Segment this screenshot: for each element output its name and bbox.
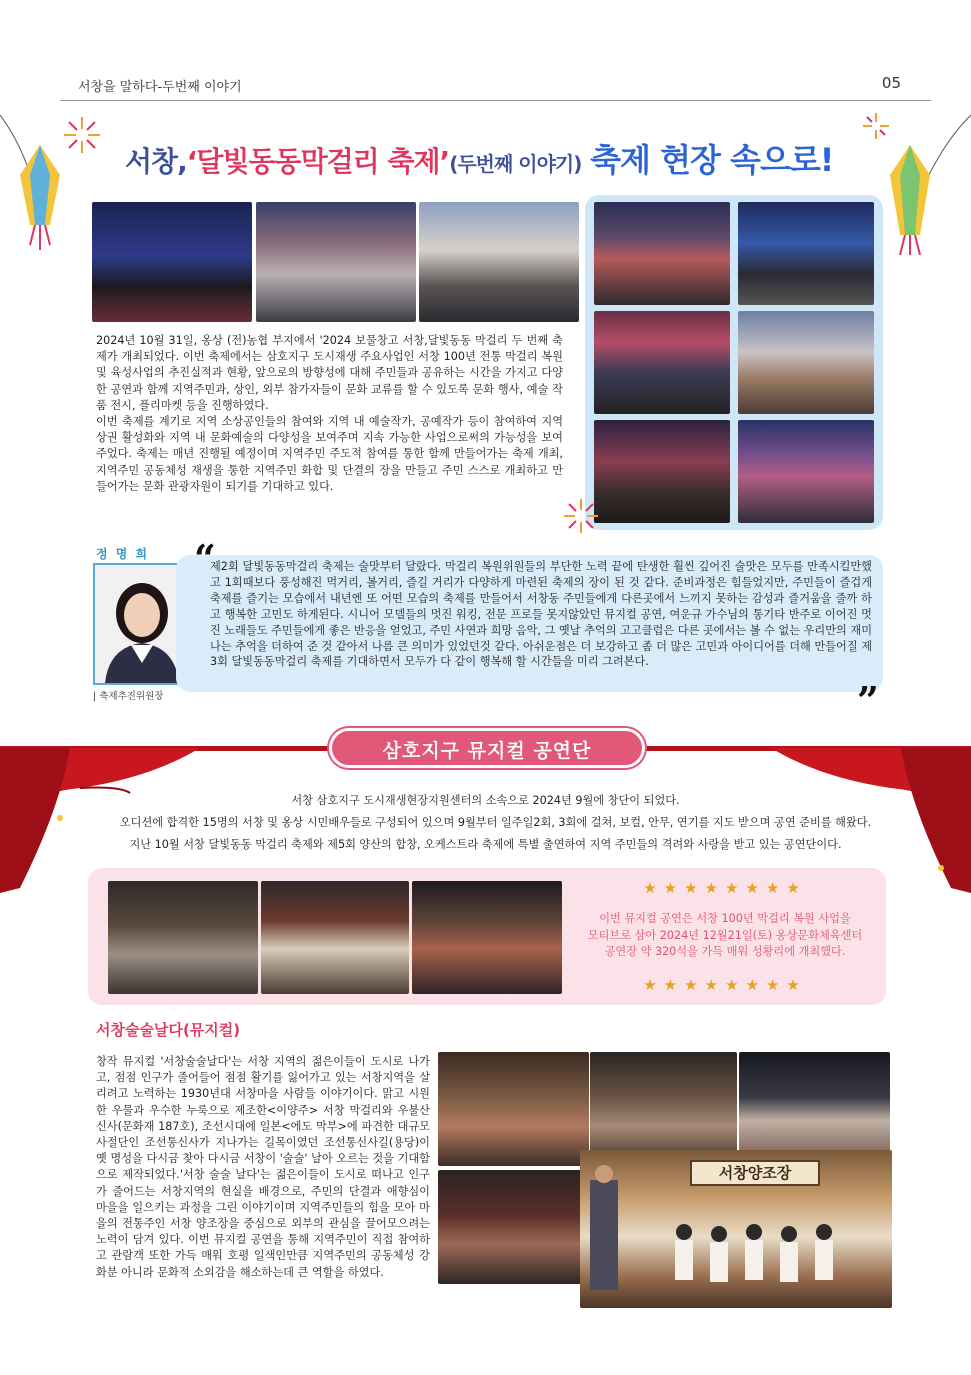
sparkle-icon	[62, 115, 102, 155]
festival-photo-band	[594, 420, 730, 523]
section-heading: 삼호지구 뮤지컬 공연단	[382, 740, 592, 762]
musical-title: 서창술술날다(뮤지컬)	[96, 1021, 241, 1039]
troupe-intro-line-3: 지난 10월 서창 달빛동동 막걸리 축제와 제5회 양산의 합창, 오케스트라 축제에 특별 출연하여 지역 주민들의 격려와 사랑을 받고 있는 공연단이다.	[129, 838, 842, 851]
festival-paragraph-2: 이번 축제를 계기로 지역 소상공인들의 참여와 지역 내 예술작가, 공예작가 등이 참여하여 지역 상권 활성화와 지역 내 문화예술의 다양성을 보여주며 지속 가능한 사업으로써의 가능성을 보여주었다. 축제는 매년 진행될 예정이며 지역주민 주도적 참여를 통한 함께 만들어가는 축제 개최, 지역주민 공동체성 재생을 통한 지역주민 화합 및 단결의 장을 만들고 주민 스스로 개최하고 만들어가는 문화 관광자원이 되기를 기대하고 있다.	[96, 415, 563, 493]
festival-paragraph-1: 2024년 10월 31일, 옹상 (전)농협 부지에서 '2024 보물창고 서창,달빛동동 막걸리 두 번째 축제가 개최되었다. 이번 축제에서는 삼호지구 도시재생 주요사업인 서창 100년 전통 막걸리 복원 및 육성사업의 추진실적과 현황, 앞으로의 방향성에 대해 주민들과 공유하는 시간을 가지고 다양한 공연과 함께 지역주민과, 상인, 외부 참가자들이 문화 교류를 할 수 있도록 문화 행사, 예술 작품 전시, 플리마켓 등을 진행하였다.	[96, 334, 563, 412]
festival-photo-performance	[594, 311, 730, 414]
troupe-intro-line-2: 오디션에 합격한 15명의 서창 및 옹상 시민배우들로 구성되어 있으며 9월부터 일주일2회, 3회에 걸쳐, 보컬, 안무, 연기를 지도 받으며 공연 준비를 해왔다.	[119, 816, 872, 829]
page-title	[125, 135, 833, 181]
header-section-label: 서창을 말하다-두번째 이야기	[78, 80, 242, 95]
musical-photo-brewery-stage	[580, 1150, 892, 1308]
festival-photo-crowd	[256, 202, 416, 322]
interviewee-name: 정 명 희	[96, 547, 150, 561]
musical-photo-1	[438, 1052, 589, 1166]
festival-article	[96, 333, 563, 495]
page-number: 05	[881, 74, 901, 92]
troupe-photo-1	[108, 881, 258, 994]
musical-photo-4	[438, 1170, 589, 1284]
festival-photo-screen	[738, 202, 874, 305]
sparkle-icon	[562, 497, 600, 535]
brewery-sign: 서창양조장	[690, 1160, 820, 1186]
open-quote-icon: “	[194, 536, 216, 581]
troupe-photo-2	[261, 881, 409, 994]
title-part-3: (두번째 이야기)	[449, 152, 582, 176]
performance-summary	[570, 911, 880, 961]
troupe-photo-3	[412, 881, 562, 994]
stars-bottom-decoration: ★★★★★★★★	[643, 976, 807, 994]
interview-quote: 제2회 달빛동동막걸리 축제는 술맛부터 달랐다. 막걸리 복원위원들의 부단한 노력 끝에 탄생한 훨씬 깊어진 술맛은 모두를 만족시킬만했고 1회때보다 풍성해진 먹거리, 볼거리, 즐길 거리가 다양하게 마련된 축제의 장이 된 것 같다. 준비과정은 힘들었지만, 주민들이 즐겁게 축제를 즐기는 모습에서 내년엔 또 어떤 모습의 축제를 만들어서 서창동 주민들에게 다른곳에서 느끼지 못하는 감성과 즐거움을 줄까 하고 행복한 고민도 하게된다. 시니어 모델들의 멋진 워킹, 전문 프로들 못지않았던 뮤지컬 공연, 여운규 가수님의 통기타 반주로 이어진 멋진 노래들도 주민들에게 좋은 반응을 얻었고, 주민 사연과 희망 음악, 그 옛날 추억의 고고클럽은 다른 곳에서는 볼 수 없는 우리만의 재미나는 추억을 더하여 준 것 같아서 나름 큰 의미가 있었던것 같다. 아쉬운점은 더 보강하고 좀 더 많은 고민과 아이디어를 더해 만들어질 제3회 달빛동동막걸리 축제를 기대하면서 모두가 다 같이 행복해 할 시간들을 미리 그려본다.	[210, 560, 872, 669]
title-part-1: 서창,	[125, 145, 187, 178]
performance-line-2: 모티브로 삼아 2024년 12월21일(토) 옹상문화체육센터	[587, 928, 863, 942]
performance-line-1: 이번 뮤지컬 공연은 서창 100년 막걸리 복원 사업을	[599, 912, 851, 925]
festival-photo-night	[738, 420, 874, 523]
festival-photo-market	[738, 311, 874, 414]
close-quote-icon: ”	[857, 678, 879, 723]
musical-description: 창작 뮤지컬 '서창술술날다'는 서창 지역의 젊은이들이 도시로 나가고, 점점 인구가 줄어들어 점점 활기를 잃어가고 있는 서창지역을 살리려고 노력하는 1930년대 서창마을 사람들 이야기이다. 맑고 시원한 우물과 우수한 누룩으로 제조한<이양주> 서창 막걸리와 우불산 신사(문화재 187호), 조선시대에 일본<에도 막부>에 파견한 대규모 사절단인 조선통신사가 지나가는 길목이였던 조선통신사길(용당)이 옛 명성을 다시금 찾아 다시금 서창이 '술술' 날아 오르는 것을 기대함으로 제작되었다.'서창 술술 날다'는 젊은이들이 도시로 떠나고 인구가 줄어드는 서창지역의 현실을 배경으로, 주민의 단결과 애향심이 마을을 일으키는 과정을 그린 이야기이며 지역주민들의 힘을 모아 마을의 전통주인 서창 양조장을 중심으로 외부의 관심을 끌어모으려는 노력이 담겨 있다. 이번 뮤지컬 공연을 통해 지역주민이 직접 참여하고 관람객 또한 가득 매워 호평 일색인만큼 지역주민의 공동체성 강화분 아니라 문화적 소외감을 해소하는데 큰 역할을 하였다.	[96, 1055, 430, 1279]
troupe-intro-line-1: 서창 삼호지구 도시재생현장지원센터의 소속으로 2024년 9월에 창단이 되었다.	[291, 794, 680, 807]
performance-line-3: 공연장 약 320석을 가득 매워 성황리에 개최했다.	[604, 945, 846, 958]
festival-photo-street	[419, 202, 579, 322]
interviewee-role: | 축제추진위원장	[93, 691, 164, 702]
musical-photo-2	[590, 1052, 737, 1166]
musical-photo-3	[739, 1052, 890, 1166]
title-part-2: ‘달빛동동막걸리 축제’	[186, 145, 450, 178]
title-part-4: 축제 현장 속으로!	[590, 141, 834, 179]
stars-top-decoration: ★★★★★★★★	[643, 879, 807, 897]
festival-photo-stage	[92, 202, 252, 322]
festival-photo-lanterns	[594, 202, 730, 305]
sparkle-icon	[862, 112, 890, 140]
performers-silhouette	[580, 1150, 892, 1308]
